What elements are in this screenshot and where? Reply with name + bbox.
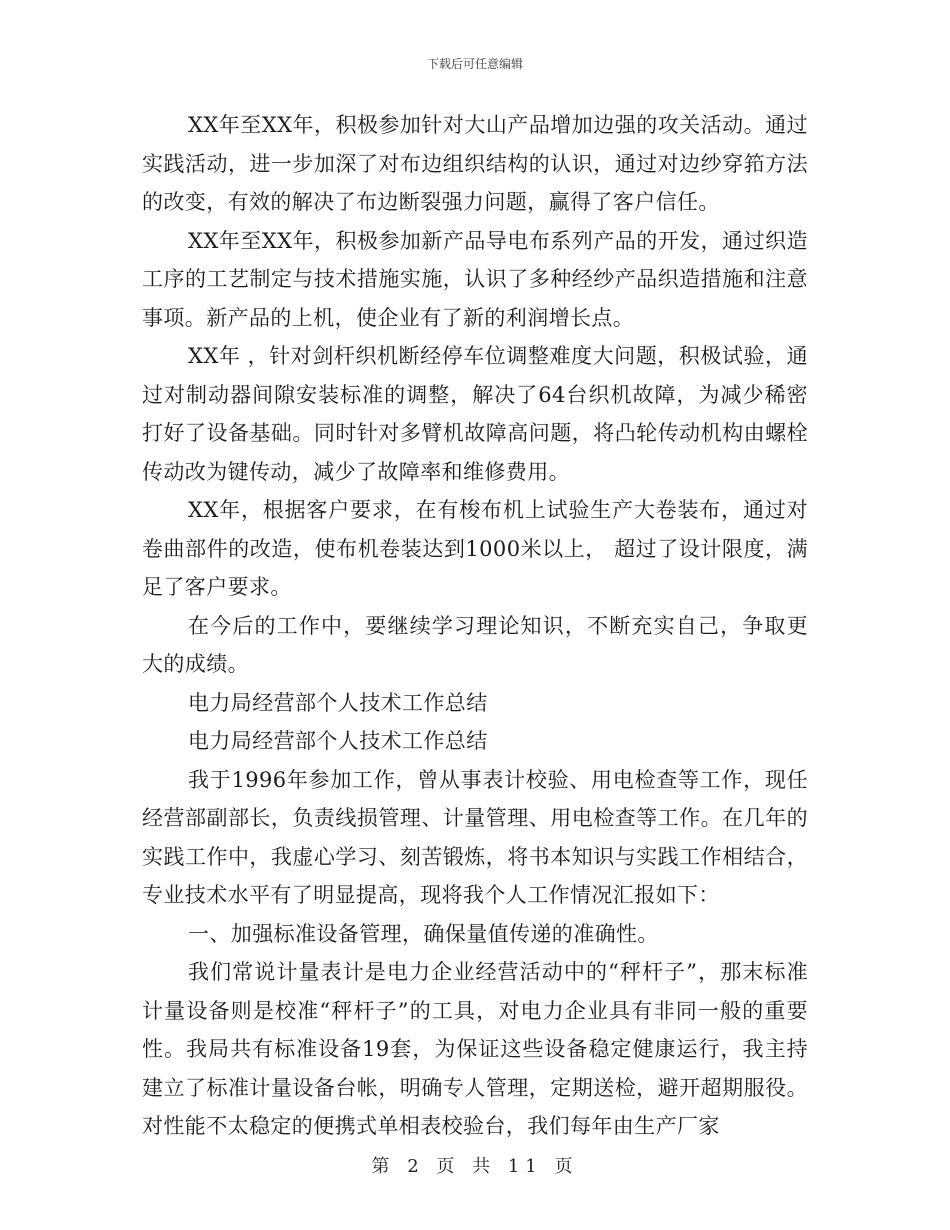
paragraph: 在今后的工作中，要继续学习理论知识，不断充实自己，争取更大的成绩。 [142,613,808,676]
paragraph: XX年，根据客户要求，在有梭布机上试验生产大卷装布，通过对卷曲部件的改造，使布机卷装达到1000米以上， 超过了设计限度，满足了客户要求。 [142,498,808,599]
paragraph: XX年至XX年，积极参加针对大山产品增加边强的攻关活动。通过实践活动，进一步加深了对布边组织结构的认识，通过对边纱穿筘方法的改变，有效的解决了布边断裂强力问题，赢得了客户信任。 [142,113,808,214]
subsection-heading: 一、加强标准设备管理，确保量值传递的准确性。 [188,921,659,946]
section-heading: 电力局经营部个人技术工作总结 [188,729,488,753]
paragraph: 我于1996年参加工作，曾从事表计校验、用电检查等工作，现任经营部副部长，负责线损管理、计量管理、用电检查等工作。在几年的实践工作中，我虚心学习、刻苦锻炼，将书本知识与实践工作相结合，专业技术水平有了明显提高，现将我个人工作情况汇报如下： [142,767,808,907]
page-header: 下载后可任意编辑 [426,57,523,71]
document-body [142,106,808,1146]
paragraph: XX年至XX年，积极参加新产品导电布系列产品的开发，通过织造工序的工艺制定与技术措施实施，认识了多种经纱产品织造措施和注意事项。新产品的上机，使企业有了新的利润增长点。 [142,228,808,330]
paragraph: 我们常说计量表计是电力企业经营活动中的“秤杆子”，那末标准计量设备则是校准“秤杆子”的工具，对电力企业具有非同一般的重要性。我局共有标准设备19套，为保证这些设备稳定健康运行，我主持建立了标准计量设备台帐，明确专人管理，定期送检，避开超期服役。对性能不太稳定的便携式单相表校验台，我们每年由生产厂家 [142,960,808,1138]
section-heading: 电力局经营部个人技术工作总结 [188,690,488,715]
paragraph: XX年 ，针对剑杆织机断经停车位调整难度大问题，积极试验，通过对制动器间隙安装标准的调整，解决了64台织机故障，为减少稀密打好了设备基础。同时针对多臂机故障高问题，将凸轮传动机构由螺栓传动改为键传动，减少了故障率和维修费用。 [142,344,808,484]
page-number-footer: 第 2 页 共 11 页 [371,1156,579,1177]
